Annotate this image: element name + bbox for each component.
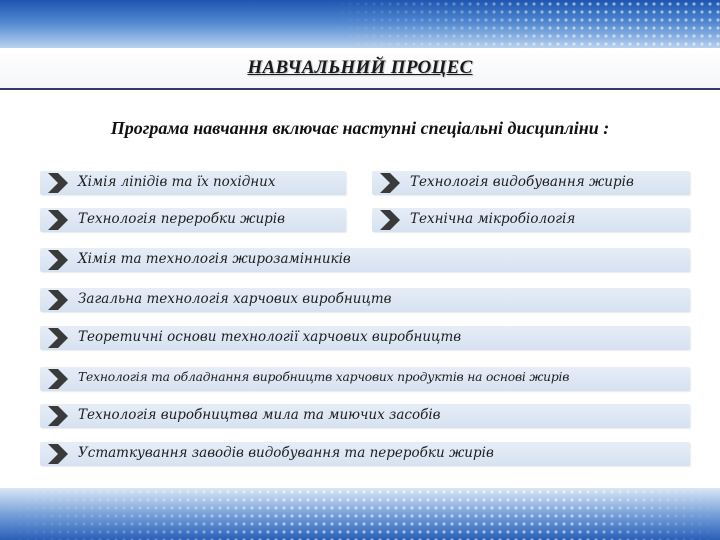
discipline-item: [372, 208, 690, 232]
chevron-right-icon: [46, 405, 70, 427]
dot-pattern: [330, 0, 720, 48]
chevron-right-icon: [46, 172, 70, 194]
chevron-right-icon: [46, 209, 70, 231]
discipline-item: [40, 288, 690, 312]
header-decoration: [0, 0, 720, 48]
discipline-label: Хімія ліпідів та їх похідних: [78, 174, 276, 190]
discipline-label: Теоретичні основи технології харчових виробництв: [78, 329, 462, 345]
discipline-label: Устаткування заводів видобування та переробки жирів: [78, 445, 494, 461]
discipline-item: [40, 404, 690, 428]
discipline-label: Технічна мікробіологія: [410, 211, 576, 227]
discipline-label: Технологія виробництва мила та миючих засобів: [78, 407, 441, 423]
discipline-item: [40, 367, 690, 391]
discipline-label: Загальна технологія харчових виробництв: [78, 291, 392, 307]
dot-pattern: [0, 488, 720, 540]
discipline-item: [40, 208, 346, 232]
page-title: НАВЧАЛЬНИЙ ПРОЦЕС: [247, 57, 473, 78]
discipline-item: [40, 326, 690, 350]
discipline-label: Хімія та технологія жирозамінників: [78, 251, 351, 267]
chevron-right-icon: [378, 172, 402, 194]
chevron-right-icon: [46, 368, 70, 390]
discipline-item: [40, 248, 690, 272]
chevron-right-icon: [46, 443, 70, 465]
chevron-right-icon: [46, 327, 70, 349]
discipline-item: [40, 171, 346, 195]
discipline-item: [40, 442, 690, 466]
chevron-right-icon: [46, 289, 70, 311]
discipline-label: Технологія видобування жирів: [410, 174, 634, 190]
title-bar: [0, 48, 720, 90]
chevron-right-icon: [46, 249, 70, 271]
page-subtitle: Програма навчання включає наступні спеціальні дисципліни :: [110, 118, 610, 138]
discipline-label: Технологія переробки жирів: [78, 211, 285, 227]
discipline-item: [372, 171, 690, 195]
footer-decoration: [0, 488, 720, 540]
discipline-label: Технологія та обладнання виробництв харчових продуктів на основі жирів: [78, 370, 570, 384]
chevron-right-icon: [378, 209, 402, 231]
